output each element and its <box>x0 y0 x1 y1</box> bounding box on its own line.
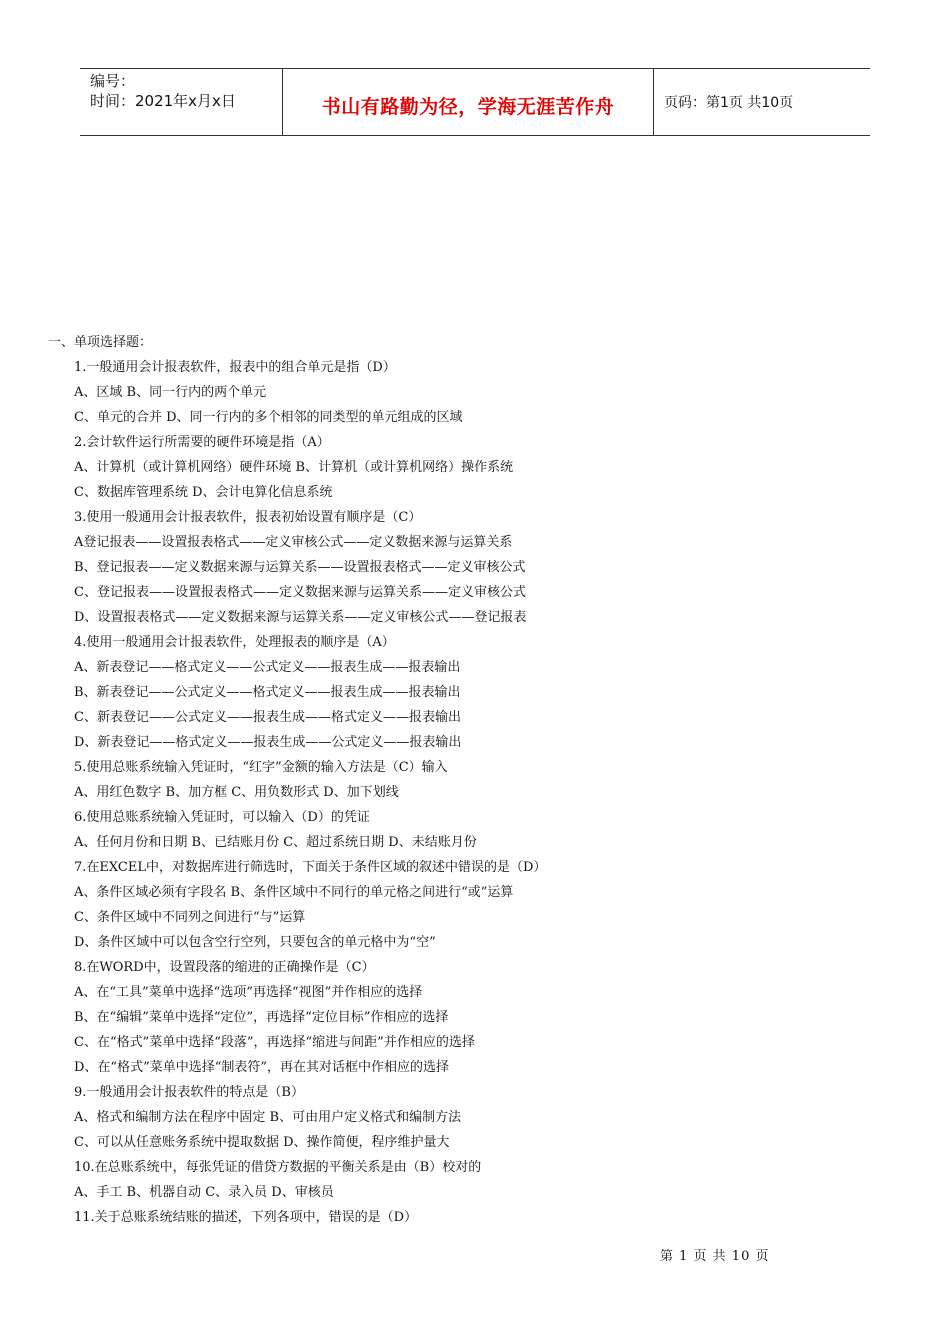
answer-options: D、新表登记——格式定义——报表生成——公式定义——报表输出 <box>74 735 462 750</box>
question-text: 5.使用总账系统输入凭证时，“红字”金额的输入方法是（C）输入 <box>74 760 448 775</box>
answer-options: C、可以从任意账务系统中提取数据 D、操作简便，程序维护量大 <box>74 1135 450 1150</box>
header-meta <box>80 69 282 135</box>
question-text: 4.使用一般通用会计报表软件，处理报表的顺序是（A） <box>74 635 395 650</box>
answer-options: C、新表登记——公式定义——报表生成——格式定义——报表输出 <box>74 710 461 725</box>
question-text: 2.会计软件运行所需要的硬件环境是指（A） <box>74 435 330 450</box>
answer-options: A、格式和编制方法在程序中固定 B、可由用户定义格式和编制方法 <box>74 1110 462 1125</box>
answer-options: A、在“工具”菜单中选择“选项”再选择“视图”并作相应的选择 <box>74 985 423 1000</box>
page-footer: 第 1 页 共 10 页 <box>660 1249 770 1264</box>
answer-options: C、在“格式”菜单中选择“段落”，再选择“缩进与间距”并作相应的选择 <box>74 1035 475 1050</box>
answer-options: A、新表登记——格式定义——公式定义——报表生成——报表输出 <box>74 660 461 675</box>
document-date: 时间：2021年x月x日 <box>90 92 236 110</box>
answer-options: D、条件区域中可以包含空行空列，只要包含的单元格中为“空” <box>74 935 436 950</box>
answer-options: C、数据库管理系统 D、会计电算化信息系统 <box>74 485 333 500</box>
answer-options: A登记报表——设置报表格式——定义审核公式——定义数据来源与运算关系 <box>74 535 513 550</box>
answer-options: C、登记报表——设置报表格式——定义数据来源与运算关系——定义审核公式 <box>74 585 526 600</box>
answer-options: C、条件区域中不同列之间进行“与”运算 <box>74 910 306 925</box>
question-text: 9.一般通用会计报表软件的特点是（B） <box>74 1085 304 1100</box>
question-text: 1.一般通用会计报表软件，报表中的组合单元是指（D） <box>74 360 396 375</box>
section-title: 一、单项选择题： <box>48 335 153 350</box>
question-text: 10.在总账系统中，每张凭证的借贷方数据的平衡关系是由（B）校对的 <box>74 1160 482 1175</box>
answer-options: B、新表登记——公式定义——格式定义——报表生成——报表输出 <box>74 685 461 700</box>
header-motto: 书山有路勤为径，学海无涯苦作舟 <box>282 69 654 135</box>
question-text: 3.使用一般通用会计报表软件，报表初始设置有顺序是（C） <box>74 510 422 525</box>
answer-options: A、区域 B、同一行内的两个单元 <box>74 385 267 400</box>
document-body <box>48 330 878 1230</box>
question-list <box>48 355 878 1230</box>
answer-options: A、手工 B、机器自动 C、录入员 D、审核员 <box>74 1185 334 1200</box>
page-header <box>80 68 870 136</box>
answer-options: A、计算机（或计算机网络）硬件环境 B、计算机（或计算机网络）操作系统 <box>74 460 514 475</box>
answer-options: B、登记报表——定义数据来源与运算关系——设置报表格式——定义审核公式 <box>74 560 526 575</box>
answer-options: C、单元的合并 D、同一行内的多个相邻的同类型的单元组成的区域 <box>74 410 463 425</box>
question-text: 8.在WORD中，设置段落的缩进的正确操作是（C） <box>74 960 375 975</box>
document-number-label: 编号： <box>90 72 136 90</box>
answer-options: A、任何月份和日期 B、已结账月份 C、超过系统日期 D、未结账月份 <box>74 835 477 850</box>
answer-options: D、设置报表格式——定义数据来源与运算关系——定义审核公式——登记报表 <box>74 610 527 625</box>
header-page-info: 页码：第1页 共10页 <box>664 95 794 111</box>
question-text: 11.关于总账系统结账的描述，下列各项中，错误的是（D） <box>74 1210 418 1225</box>
answer-options: A、用红色数字 B、加方框 C、用负数形式 D、加下划线 <box>74 785 399 800</box>
answer-options: D、在“格式”菜单中选择“制表符”，再在其对话框中作相应的选择 <box>74 1060 450 1075</box>
answer-options: A、条件区域必须有字段名 B、条件区域中不同行的单元格之间进行“或”运算 <box>74 885 514 900</box>
question-text: 6.使用总账系统输入凭证时，可以输入（D）的凭证 <box>74 810 370 825</box>
answer-options: B、在“编辑”菜单中选择“定位”，再选择“定位目标”作相应的选择 <box>74 1010 449 1025</box>
question-text: 7.在EXCEL中，对数据库进行筛选时，下面关于条件区域的叙述中错误的是（D） <box>74 860 547 875</box>
